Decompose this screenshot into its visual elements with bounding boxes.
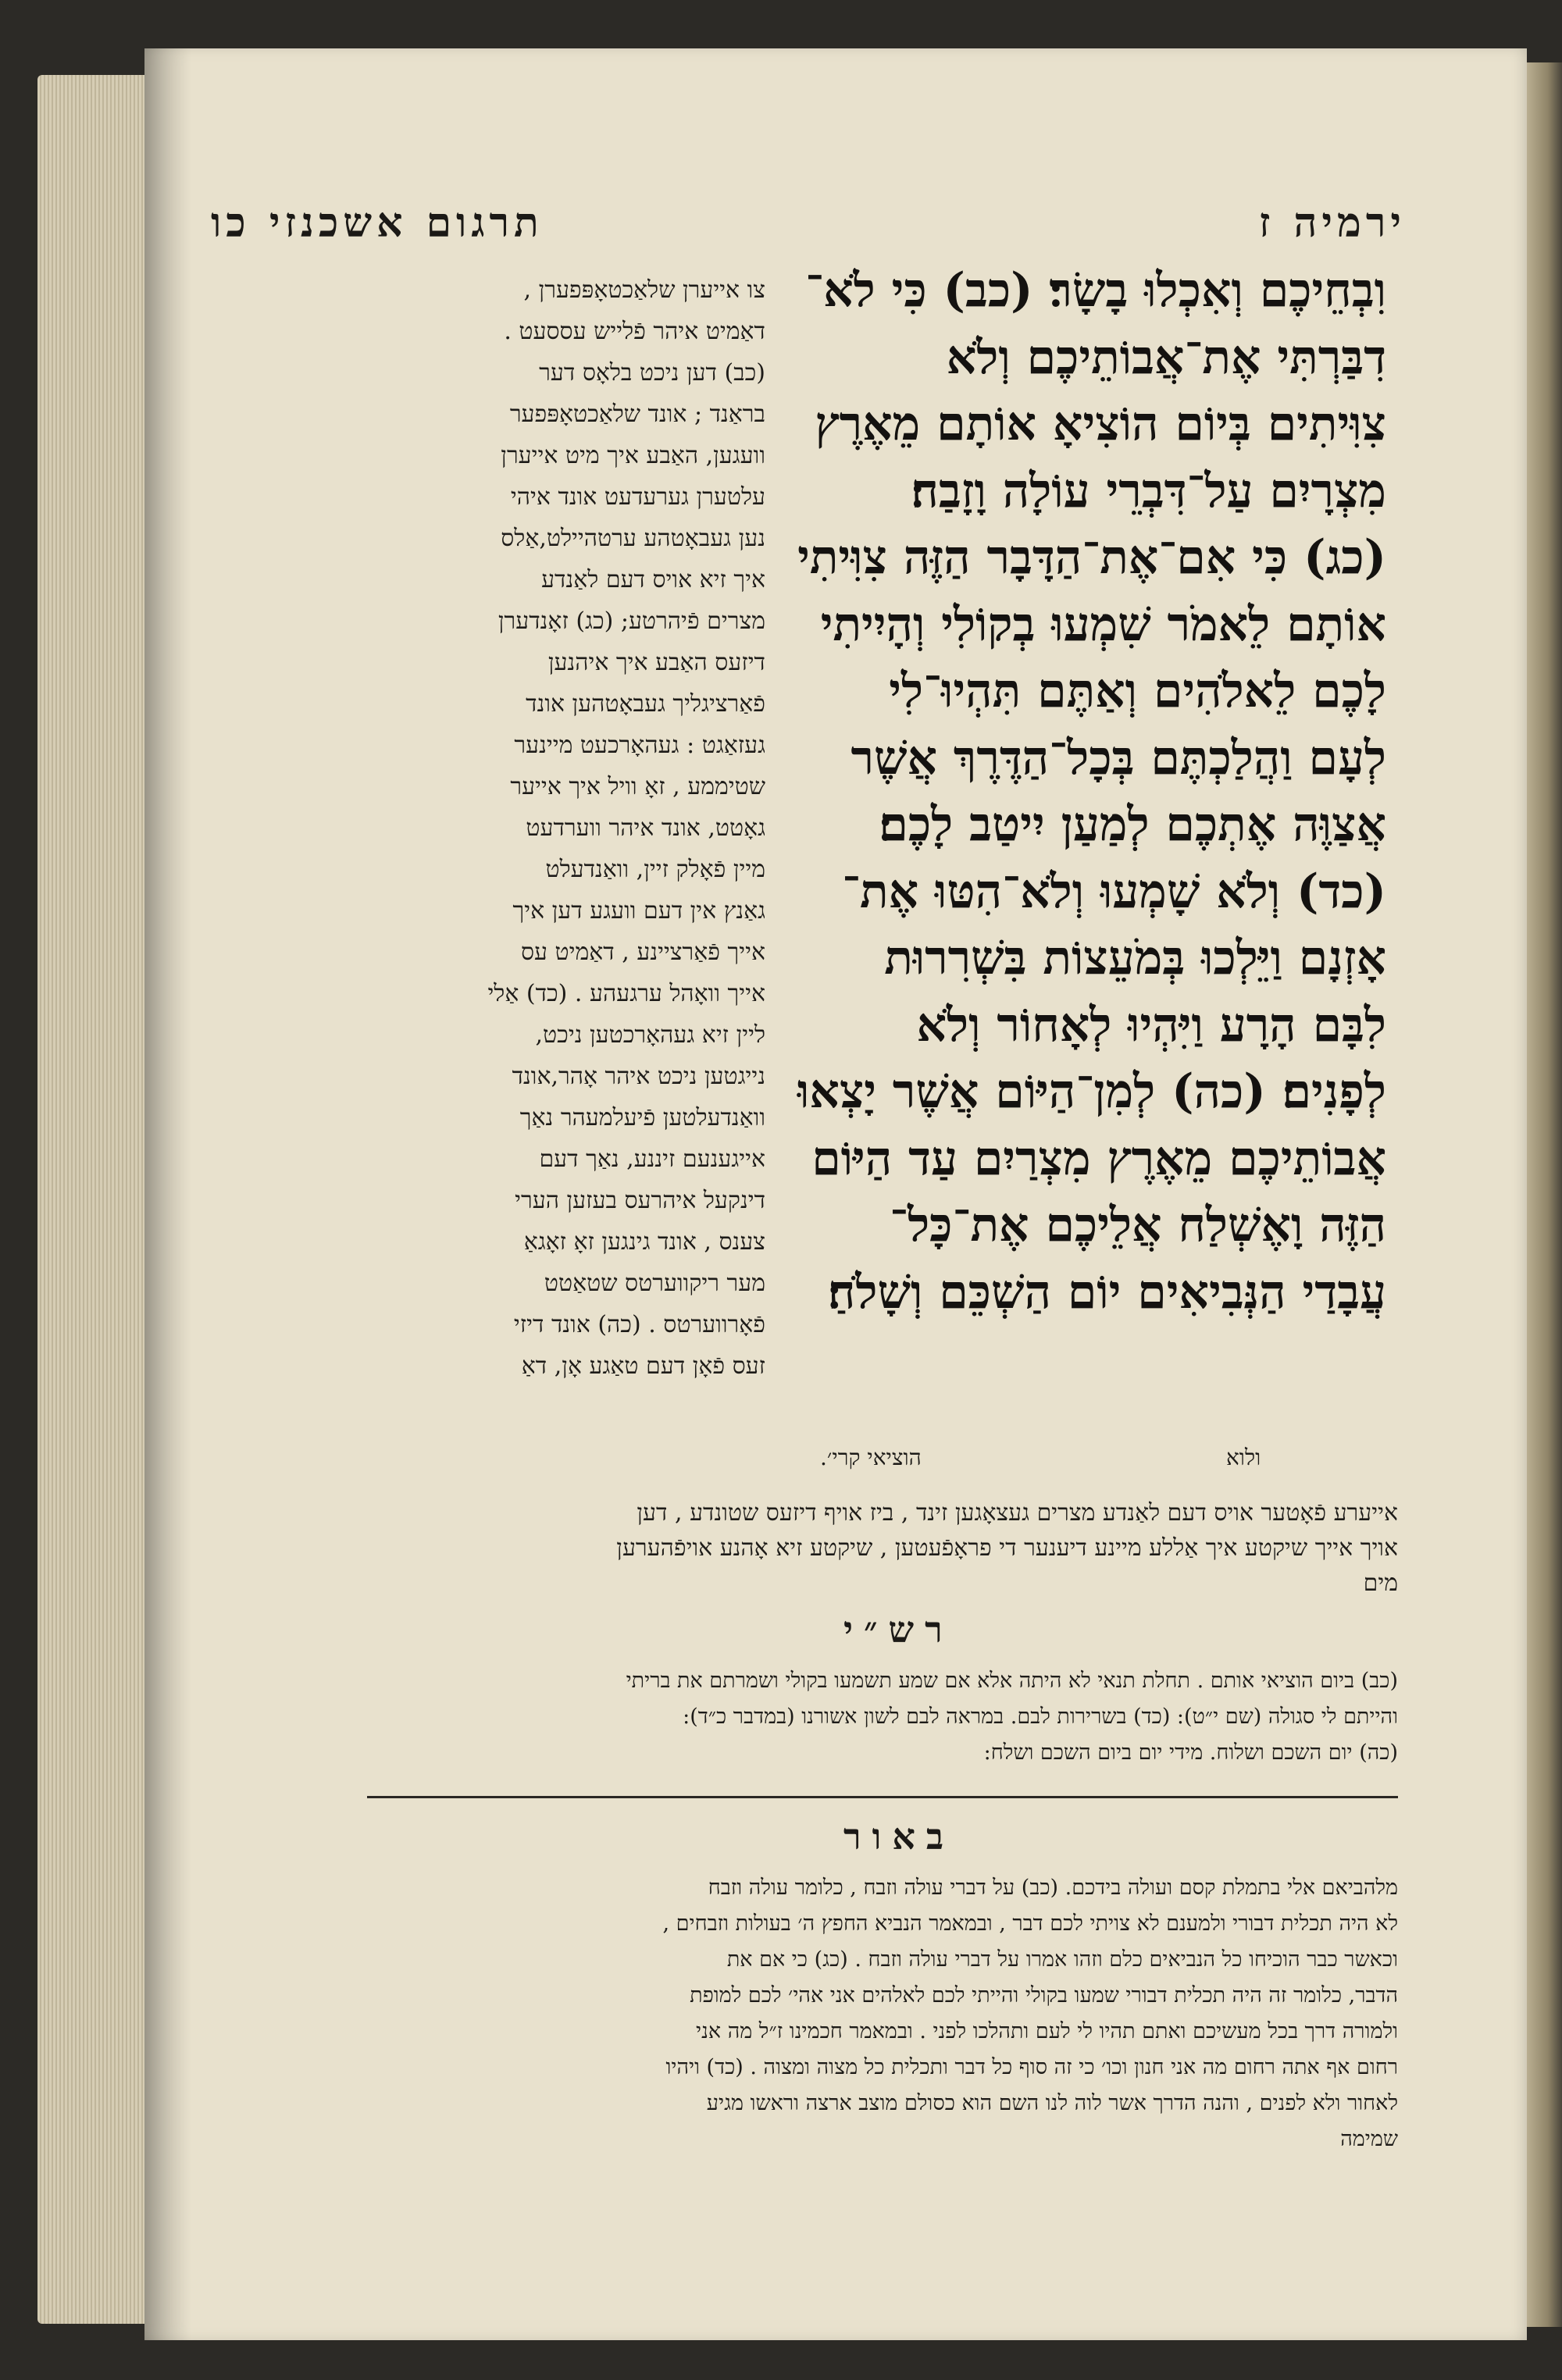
main-text-line: אוֹתָם לֵאמֹר שִׁמְעוּ בְקוֹלִי וְהָיִיתִי	[820, 597, 1386, 652]
biur-commentary	[367, 1870, 1398, 2157]
biur-line: ולמורה דרך בכל מעשיכם ואתם תהיו לי לעם ותהלכו לפני . ובמאמר חכמינו ז״ל מה אני	[696, 2019, 1398, 2043]
translation-continuation	[359, 1495, 1398, 1601]
section-divider	[367, 1796, 1398, 1798]
translation-line: דאַמיט איהר פֿלייש עססעט .	[504, 318, 765, 345]
continuation-line: אייערע פֿאָטער אויס דעם לאַנדע מצרים געצאָגען זינד , ביז אויף דיזעס שטונדע , דען	[637, 1499, 1398, 1527]
main-text-line: וִבְחֵיכֶם וְאִכְלוּ בָשָׂר׃ (כב) כִּי לֹא־	[805, 263, 1386, 318]
translation-line: מער ריקווערטס שטאַטט	[544, 1270, 765, 1297]
main-hebrew-text	[769, 258, 1386, 1326]
translation-line: זעס פֿאָן דעם טאַגע אָן, דאַ	[521, 1352, 765, 1380]
translation-line: צענס , אונד גינגען זאָ זאָגאַ	[523, 1228, 765, 1256]
translation-line: נייגטען ניכט איהר אָהר,אונד	[512, 1063, 765, 1090]
translation-line: דיזעס האַבע איך איהנען	[547, 649, 765, 676]
translation-line: גאַנץ אין דעם וועגע דען איך	[512, 897, 765, 925]
main-text-line: (כג) כִּי אִם־אֶת־הַדָּבָר הַזֶּה צִוִּיתִי	[797, 530, 1386, 585]
translation-line: איך זיא אויס דעם לאַנדע	[541, 566, 765, 593]
translation-line: מצרים פֿיהרטע; (כג) זאָנדערן	[497, 607, 765, 635]
main-text-line: צִוִּיתִים בְּיוֹם הוֹצִיאָ אוֹתָם מֵאֶרֶץ	[815, 397, 1386, 451]
continuation-line: מים	[1363, 1569, 1398, 1597]
translation-line: וועגען, האַבע איך מיט אייערן	[501, 442, 765, 469]
main-text-line: מִצְרָיִם עַל־דִּבְרֵי עוֹלָה וָזָבַח׃	[911, 463, 1386, 518]
kri-ketiv-note-right: ולוא	[1226, 1445, 1261, 1470]
running-header-left: תרגום אשכנזי כו	[211, 199, 544, 247]
translation-line: פֿאַרציגליך געבאָטהען אונד	[526, 690, 765, 718]
biur-line: לאחור ולא לפנים , והנה הדרך אשר לוה לנו השם הוא כסולם מוצב ארצה וראשו מגיע	[706, 2091, 1398, 2115]
translation-line: ליין זיא געהאָרכטען ניכט,	[535, 1021, 765, 1049]
main-text-line: אֲבוֹתֵיכֶם מֵאֶרֶץ מִצְרַיִם עַד הַיּוֹם	[811, 1131, 1386, 1186]
continuation-line: אויך אייך שיקטע איך אַללע מיינע דיענער די פראָפֿעטען , שיקטע זיא אָהנע אויפֿהערען	[616, 1534, 1398, 1562]
biur-heading: באור	[843, 1815, 955, 1858]
translation-line: פֿאָרווערטס . (כה) אונד דיזי	[513, 1311, 765, 1338]
rashi-commentary	[367, 1663, 1398, 1771]
translation-line: געזאַגט : געהאָרכעט מיינער	[514, 732, 765, 759]
translation-line: בראַנד ; אונד שלאַכטאָפּפער	[509, 401, 765, 428]
translation-line: נען געבאָטהע ערטהיילט,אַלס	[501, 525, 765, 552]
translation-line: דינקעל איהרעס בעזען הערי	[515, 1187, 765, 1214]
main-text-line: לְפָנִים׃ (כה) לְמִן־הַיּוֹם אֲשֶׁר יָצְאוּ	[797, 1064, 1386, 1119]
translation-line: מיין פֿאָלק זיין, וואַנדעלט	[545, 856, 765, 883]
biur-line: שמימה	[1340, 2127, 1398, 2151]
translation-line: אייגענעם זיננע, נאַך דעם	[539, 1145, 765, 1173]
translation-line: וואַנדעלטען פֿיעלמעהר נאַך	[519, 1104, 765, 1131]
translation-column	[359, 269, 765, 1387]
main-text-line: לְעָם וַהֲלַכְתֶּם בְּכָל־הַדֶּרֶךְ אֲשֶׁר	[851, 730, 1386, 786]
translation-line: שטיממע , זאָ וויל איך אייער	[510, 773, 765, 800]
main-text-line: (כד) וְלֹא שָׁמְעוּ וְלֹא־הִטּוּ אֶת־	[842, 864, 1386, 919]
kri-ketiv-note-left: הוציאי קרי׳.	[820, 1445, 922, 1470]
biur-line: רחום אף אתה רחום מה אני חנון וכו׳ כי זה סוף כל דבר ותכלית כל מצוה ומצוה . (כד) ויהיו	[665, 2055, 1398, 2079]
rashi-line: (כה) יום השכם ושלוח. מידי יום ביום השכם ושלח:	[983, 1740, 1398, 1765]
rashi-line: (כב) ביום הוציאי אותם . תחלת תנאי לא היתה אלא אם שמע תשמעו בקולי ושמרתם את בריתי	[626, 1669, 1398, 1693]
book-fore-edge	[37, 75, 155, 2324]
biur-line: מלהביאם אלי בתמלת קסם ועולה בידכם. (כב) על דברי עולה וזבח , כלומר עולה וזבח	[708, 1876, 1398, 1900]
main-text-line: דִבַּרְתִּי אֶת־אֲבוֹתֵיכֶם וְלֹא	[946, 330, 1386, 385]
translation-line: גאָטט, אונד איהר ווערדעט	[526, 814, 765, 842]
rashi-heading: רש״י	[843, 1609, 954, 1651]
running-header-right: ירמיה ז	[1258, 199, 1406, 247]
main-text-line: לָכֶם לֵאלֹהִים וְאַתֶּם תִּהְיוּ־לִי	[889, 664, 1386, 718]
translation-line: אייך פֿאַרציינע , דאַמיט עס	[520, 939, 765, 966]
translation-line: צו אייערן שלאַכטאָפּפערן ,	[523, 276, 765, 304]
main-text-line: אָזְנָם וַיֵּלְכוּ בְּמֹעֵצוֹת בִּשְׁרִרוּת	[884, 931, 1386, 985]
main-text-line: אֲצַוֶּה אֶתְכֶם לְמַעַן יִיטַב לָכֶם׃	[879, 797, 1386, 852]
biur-line: וכאשר כבר הוכיחו כל הנביאים כלם וזהו אמרו על דברי עולה וזבח . (כג) כי אם את	[726, 1947, 1398, 1972]
translation-line: אייך וואָהל ערגעהע . (כד) אַלי	[487, 980, 765, 1007]
biur-line: הדבר, כלומר זה היה תכלית דבורי שמעו בקולי והייתי לכם לאלהים אני אהי׳ לכם למופת	[690, 1983, 1398, 2008]
translation-line: (כב) דען ניכט בלאָס דער	[539, 359, 765, 387]
main-text-line: הַזֶּה וָאֶשְׁלַח אֲלֵיכֶם אֶת־כָּל־	[890, 1198, 1386, 1252]
binding-shadow	[144, 48, 191, 2340]
main-text-line: לִבָּם הָרָע וַיִּהְיוּ לְאָחוֹר וְלֹא	[916, 997, 1386, 1053]
rashi-line: והייתם לי סגולה (שם י״ט): (כד) בשרירות לבם. במראה לבם לשון אשורנו (במדבר כ״ד):	[683, 1705, 1398, 1729]
adjacent-page-edge	[1527, 62, 1562, 2327]
translation-line: עלטערן גערעדעט אונד איהי	[510, 483, 765, 511]
biur-line: לא היה תכלית דבורי ולמענם לא צויתי לכם דבר , ובמאמר הנביא החפץ ה׳ בעולות וזבחים ,	[662, 1911, 1398, 1936]
main-text-line: עֲבָדַי הַנְּבִיאִים יוֹם הַשְׁכֵּם וְשָׁלֹחַ׃	[827, 1264, 1386, 1320]
